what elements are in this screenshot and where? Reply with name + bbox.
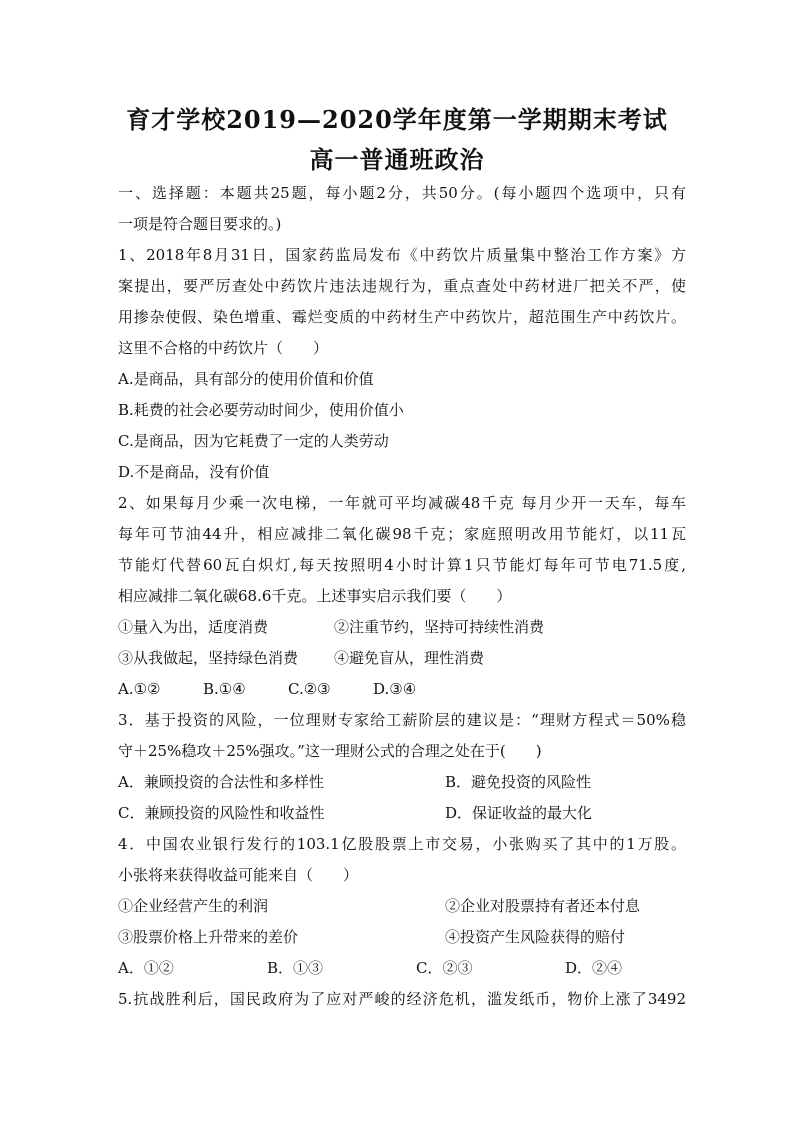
q1-stem-line-1: 1、2018年8月31日，国家药监局发布《中药饮片质量集中整治工作方案》方 [118, 246, 686, 264]
q1-stem-line-3: 用掺杂使假、染色增重、霉烂变质的中药材生产中药饮片，超范围生产中药饮片。 [118, 308, 686, 326]
q4-option-b: B．①③ [267, 959, 324, 977]
q3-option-a: A．兼顾投资的合法性和多样性 [118, 773, 324, 791]
section-instructions-line-1: 一、选择题：本题共25题，每小题2分，共50分。(每小题四个选项中，只有 [118, 184, 686, 202]
q4-statement-4: ④投资产生风险获得的赔付 [445, 928, 626, 946]
q3-options-row-1 [118, 767, 686, 798]
q2-stem-line-4: 相应减排二氧化碳68.6千克。上述事实启示我们要（ ） [118, 587, 512, 605]
q2-option-c: C.②③ [288, 680, 331, 698]
exam-subtitle: 高一普通班政治 [309, 145, 485, 174]
q3-option-c: C．兼顾投资的风险性和收益性 [118, 804, 325, 822]
q4-statement-row-2 [118, 922, 686, 953]
q2-statement-row-2 [118, 643, 686, 674]
q2-stem-line-3: 节能灯代替60瓦白炽灯,每天按照明4小时计算1只节能灯每年可节电71.5度, [118, 556, 686, 574]
q5-stem-line-1: 5.抗战胜利后，国民政府为了应对严峻的经济危机，滥发纸币，物价上涨了3492 [118, 990, 686, 1008]
section-instructions-line-2: 一项是符合题目要求的。) [118, 215, 282, 233]
q2-option-d: D.③④ [373, 680, 417, 698]
q2-statement-1: ①量入为出，适度消费 [118, 618, 269, 636]
q3-stem-line-2: 守＋25%稳攻＋25%强攻。”这一理财公式的合理之处在于( ) [118, 742, 542, 760]
q3-stem-line-1: 3．基于投资的风险，一位理财专家给工薪阶层的建议是：“理财方程式＝50%稳 [118, 711, 686, 729]
q3-option-b: B．避免投资的风险性 [445, 773, 592, 791]
q4-statement-2: ②企业对股票持有者还本付息 [445, 897, 641, 915]
q4-option-a: A．①② [118, 959, 174, 977]
q4-option-d: D．②④ [565, 959, 623, 977]
q4-statement-3: ③股票价格上升带来的差价 [118, 928, 299, 946]
q2-statement-2: ②注重节约，坚持可持续性消费 [334, 618, 545, 636]
q2-statement-4: ④避免盲从，理性消费 [334, 649, 485, 667]
exam-body [118, 178, 686, 1015]
q3-options-row-2 [118, 798, 686, 829]
q4-stem-line-1: 4．中国农业银行发行的103.1亿股股票上市交易，小张购买了其中的1万股。 [118, 835, 686, 853]
q1-stem-line-2: 案提出，要严厉查处中药饮片违法违规行为，重点查处中药材进厂把关不严，使 [118, 277, 686, 295]
q2-stem-line-2: 每年可节油44升，相应减排二氧化碳98千克；家庭照明改用节能灯，以11瓦 [118, 525, 686, 543]
q1-option-b: B.耗费的社会必要劳动时间少，使用价值小 [118, 401, 404, 419]
q3-option-d: D．保证收益的最大化 [445, 804, 593, 822]
q1-stem-line-4: 这里不合格的中药饮片（ ） [118, 339, 329, 357]
q2-statement-row-1 [118, 612, 686, 643]
q2-statement-3: ③从我做起，坚持绿色消费 [118, 649, 299, 667]
q1-option-c: C.是商品，因为它耗费了一定的人类劳动 [118, 432, 389, 450]
q1-option-d: D.不是商品，没有价值 [118, 463, 270, 481]
q4-option-c: C．②③ [416, 959, 473, 977]
q2-option-a: A.①② [118, 680, 161, 698]
q4-statement-row-1 [118, 891, 686, 922]
q4-stem-line-2: 小张将来获得收益可能来自（ ） [118, 866, 359, 884]
q2-option-b: B.①④ [203, 680, 246, 698]
q2-stem-line-1: 2、如果每月少乘一次电梯，一年就可平均减碳48千克 每月少开一天车，每车 [118, 494, 686, 512]
q1-option-a: A.是商品，具有部分的使用价值和价值 [118, 370, 374, 388]
exam-title: 育才学校2019—2020学年度第一学期期末考试 [126, 105, 668, 134]
q4-options [118, 953, 686, 984]
q4-statement-1: ①企业经营产生的利润 [118, 897, 269, 915]
q2-options [118, 674, 686, 705]
